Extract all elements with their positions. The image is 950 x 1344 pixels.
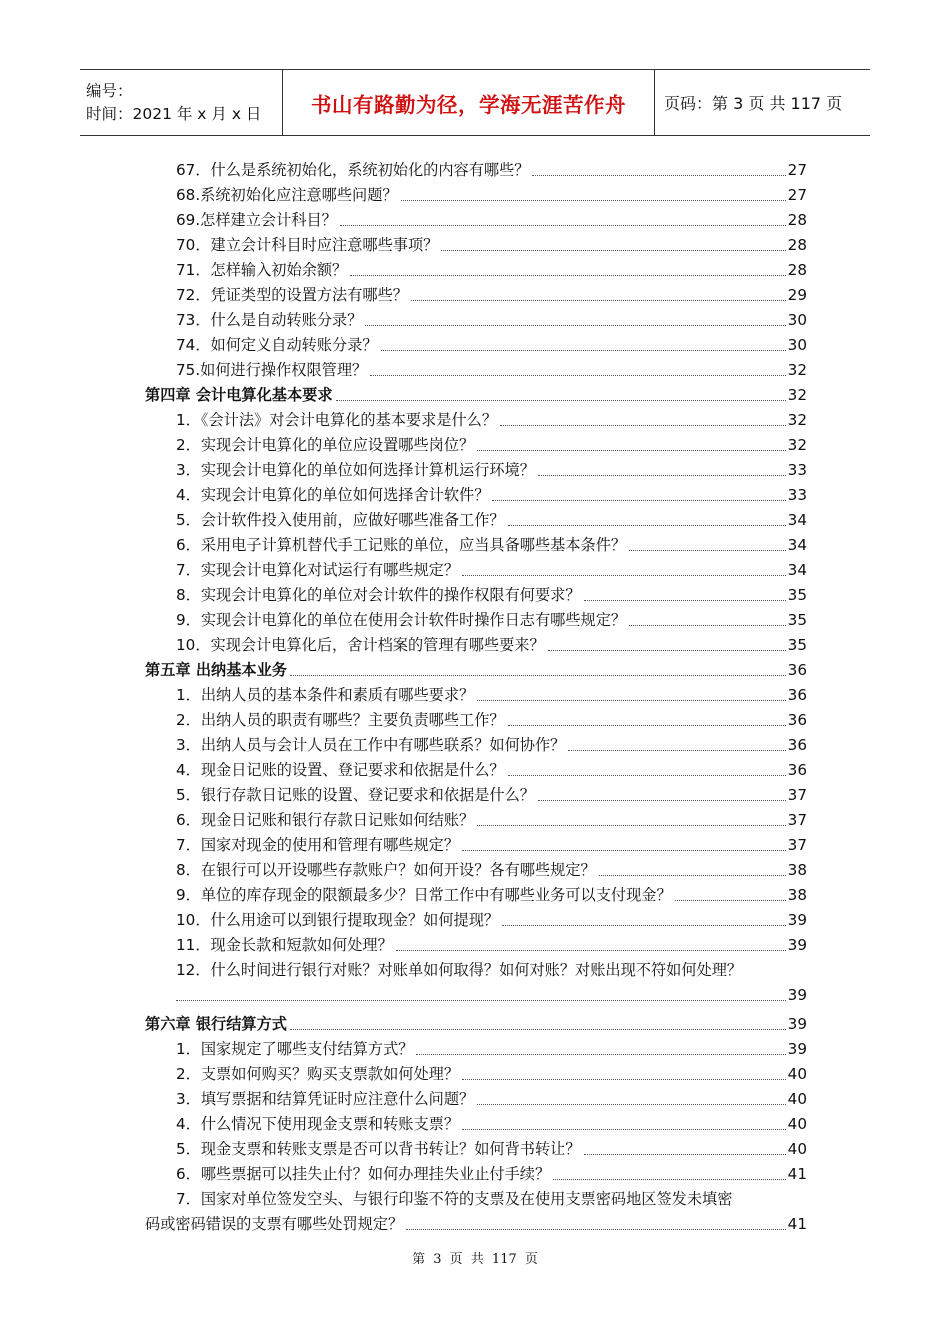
- toc-entry[interactable]: [145, 258, 807, 283]
- toc-entry[interactable]: [145, 708, 807, 733]
- entry-text: 5．银行存款日记账的设置、登记要求和依据是什么？: [176, 786, 535, 804]
- entry-leader-line: [176, 983, 807, 1008]
- page-number: 39: [787, 911, 807, 929]
- dot-leader: [406, 1229, 785, 1230]
- toc-entry[interactable]: [145, 533, 807, 558]
- dot-leader: [500, 425, 786, 426]
- page-number: 27: [787, 186, 807, 204]
- page-number: 35: [787, 636, 807, 654]
- page-number: 32: [787, 386, 807, 404]
- chapter-heading[interactable]: [145, 1012, 807, 1037]
- page-number: 32: [787, 436, 807, 454]
- entry-text: 4．实现会计电算化的单位如何选择舍计软件？: [176, 486, 490, 504]
- entry-text: 2．支票如何购买？购买支票款如何处理？: [176, 1065, 460, 1083]
- toc-entry[interactable]: [145, 1062, 807, 1087]
- toc-entry[interactable]: [145, 408, 807, 433]
- entry-text: 68.系统初始化应注意哪些问题？: [176, 186, 398, 204]
- page-number: 40: [787, 1065, 807, 1083]
- toc-entry-multiline[interactable]: [145, 1187, 807, 1237]
- dot-leader: [477, 700, 785, 701]
- page-number: 34: [787, 511, 807, 529]
- dot-leader: [553, 1179, 786, 1180]
- dot-leader: [502, 925, 786, 926]
- dot-leader: [370, 375, 785, 376]
- page-number: 38: [787, 886, 807, 904]
- page-number: 39: [787, 986, 807, 1004]
- entry-text: 12．什么时间进行银行对账？对账单如何取得？如何对账？对账出现不符如何处理？: [176, 961, 743, 979]
- header-motto-cell: [283, 70, 655, 135]
- page-number: 39: [787, 1040, 807, 1058]
- entry-text: 1．《会计法》对会计电算化的基本要求是什么？: [176, 411, 498, 429]
- entry-text: 8．在银行可以开设哪些存款账户？如何开设？各有哪些规定？: [176, 861, 596, 879]
- page-number: 39: [787, 1015, 807, 1033]
- toc-entry[interactable]: [145, 683, 807, 708]
- entry-leader-line: [145, 1212, 807, 1237]
- dot-leader: [401, 200, 786, 201]
- entry-text: 5．会计软件投入使用前，应做好哪些准备工作？: [176, 511, 505, 529]
- toc-entry[interactable]: [145, 1137, 807, 1162]
- header-page-cell: [655, 70, 870, 135]
- entry-text: 7．实现会计电算化对试运行有哪些规定？: [176, 561, 460, 579]
- toc-entry[interactable]: [145, 883, 807, 908]
- chapter-title: 第五章 出纳基本业务: [145, 661, 287, 679]
- entry-text: 2．出纳人员的职责有哪些？主要负责哪些工作？: [176, 711, 505, 729]
- toc-entry[interactable]: [145, 758, 807, 783]
- entry-text: 5．现金支票和转账支票是否可以背书转让？如何背书转让？: [176, 1140, 581, 1158]
- page-number: 28: [787, 211, 807, 229]
- page-number: 29: [787, 286, 807, 304]
- entry-text: 9．单位的库存现金的限额最多少？日常工作中有哪些业务可以支付现金？: [176, 886, 672, 904]
- toc-entry[interactable]: [145, 233, 807, 258]
- dot-leader: [462, 575, 786, 576]
- page-number: 37: [787, 836, 807, 854]
- toc-entry[interactable]: [145, 808, 807, 833]
- page-number: 32: [787, 411, 807, 429]
- toc-entry[interactable]: [145, 858, 807, 883]
- entry-text: 1．出纳人员的基本条件和素质有哪些要求？: [176, 686, 475, 704]
- dot-leader: [508, 525, 786, 526]
- toc-entry[interactable]: [145, 908, 807, 933]
- dot-leader: [462, 850, 786, 851]
- entry-text: 8．实现会计电算化的单位对会计软件的操作权限有何要求？: [176, 586, 581, 604]
- entry-text: 7．国家对单位签发空头、与银行印鉴不符的支票及在使用支票密码地区签发未填密: [176, 1190, 733, 1208]
- dot-leader: [290, 1029, 786, 1030]
- page-number: 37: [787, 811, 807, 829]
- page-number: 35: [787, 586, 807, 604]
- entry-text: 1．国家规定了哪些支付结算方式？: [176, 1040, 414, 1058]
- entry-text: 3．填写票据和结算凭证时应注意什么问题？: [176, 1090, 475, 1108]
- page-info: 页码：第 3 页 共 117 页: [664, 94, 843, 113]
- page-number: 40: [787, 1140, 807, 1158]
- dot-leader: [411, 300, 786, 301]
- dot-leader: [336, 400, 786, 401]
- entry-text: 6．现金日记账和银行存款日记账如何结账？: [176, 811, 475, 829]
- entry-text: 7．国家对现金的使用和管理有哪些规定？: [176, 836, 460, 854]
- dot-leader: [340, 225, 786, 226]
- dot-leader: [548, 650, 786, 651]
- page-number: 30: [787, 336, 807, 354]
- page-number: 30: [787, 311, 807, 329]
- toc-entry-multiline[interactable]: [145, 958, 807, 1008]
- entry-text: 6．采用电子计算机替代手工记账的单位，应当具备哪些基本条件？: [176, 536, 627, 554]
- page-number: 28: [787, 236, 807, 254]
- toc-entry[interactable]: [145, 583, 807, 608]
- dot-leader: [538, 800, 786, 801]
- chapter-title: 第四章 会计电算化基本要求: [145, 386, 333, 404]
- entry-text: 4．现金日记账的设置、登记要求和依据是什么？: [176, 761, 505, 779]
- dot-leader: [584, 600, 786, 601]
- dot-leader: [462, 1129, 786, 1130]
- toc-entry[interactable]: [145, 1112, 807, 1137]
- toc-entry[interactable]: [145, 458, 807, 483]
- dot-leader: [584, 1154, 786, 1155]
- dot-leader: [532, 175, 785, 176]
- entry-text: 69.怎样建立会计科目？: [176, 211, 337, 229]
- dot-leader: [508, 725, 786, 726]
- chapter-title: 第六章 银行结算方式: [145, 1015, 287, 1033]
- page-number: 35: [787, 611, 807, 629]
- page-number: 36: [787, 761, 807, 779]
- page-number: 37: [787, 786, 807, 804]
- page-number: 40: [787, 1115, 807, 1133]
- entry-text: 3．出纳人员与会计人员在工作中有哪些联系？如何协作？: [176, 736, 566, 754]
- page-header: [80, 69, 870, 136]
- page-number: 27: [787, 161, 807, 179]
- dot-leader: [290, 675, 786, 676]
- page-number: 32: [787, 361, 807, 379]
- dot-leader: [508, 775, 786, 776]
- entry-text: 9．实现会计电算化的单位在使用会计软件时操作日志有哪些规定？: [176, 611, 627, 629]
- entry-text: 4．什么情况下使用现金支票和转账支票？: [176, 1115, 460, 1133]
- dot-leader: [629, 550, 786, 551]
- dot-leader: [416, 1054, 785, 1055]
- dot-leader: [675, 900, 786, 901]
- toc-entry[interactable]: [145, 1162, 807, 1187]
- entry-text: 10．实现会计电算化后，舍计档案的管理有哪些要来？: [176, 636, 545, 654]
- entry-text: 75.如何进行操作权限管理？: [176, 361, 368, 379]
- dot-leader: [396, 950, 786, 951]
- page-number: 34: [787, 561, 807, 579]
- page-number: 41: [787, 1165, 807, 1183]
- dot-leader: [477, 1104, 785, 1105]
- number-label: 编号：: [86, 81, 133, 100]
- toc-entry[interactable]: [145, 633, 807, 658]
- entry-text: 73．什么是自动转账分录？: [176, 311, 363, 329]
- dot-leader: [381, 350, 786, 351]
- motto: 书山有路勤为径，学海无涯苦作舟: [311, 92, 626, 117]
- page-number: 28: [787, 261, 807, 279]
- toc-entry[interactable]: [145, 833, 807, 858]
- toc-entry[interactable]: [145, 433, 807, 458]
- toc-entry[interactable]: [145, 308, 807, 333]
- dot-leader: [462, 1079, 786, 1080]
- entry-text: 6．哪些票据可以挂失止付？如何办理挂失业止付手续？: [176, 1165, 551, 1183]
- toc-entry[interactable]: [145, 783, 807, 808]
- entry-text: 2．实现会计电算化的单位应设置哪些岗位？: [176, 436, 475, 454]
- dot-leader: [538, 475, 786, 476]
- dot-leader: [477, 450, 785, 451]
- page-number: 36: [787, 736, 807, 754]
- toc-entry[interactable]: [145, 933, 807, 958]
- table-of-contents: [145, 158, 807, 1237]
- dot-leader: [599, 875, 786, 876]
- toc-entry[interactable]: [145, 558, 807, 583]
- time-label: 时间：2021 年 x 月 x 日: [86, 104, 262, 123]
- toc-entry[interactable]: [145, 158, 807, 183]
- entry-text: 70．建立会计科目时应注意哪些事项？: [176, 236, 439, 254]
- dot-leader: [568, 750, 785, 751]
- page-number: 36: [787, 661, 807, 679]
- toc-entry[interactable]: [145, 183, 807, 208]
- entry-text: 3．实现会计电算化的单位如何选择计算机运行环境？: [176, 461, 535, 479]
- toc-entry[interactable]: [145, 608, 807, 633]
- entry-text: 72．凭证类型的设置方法有哪些？: [176, 286, 408, 304]
- page-number: 36: [787, 711, 807, 729]
- dot-leader: [629, 625, 786, 626]
- dot-leader: [176, 1000, 786, 1001]
- dot-leader: [477, 825, 785, 826]
- page-number: 40: [787, 1090, 807, 1108]
- toc-entry[interactable]: [145, 1087, 807, 1112]
- page-number: 33: [787, 461, 807, 479]
- dot-leader: [441, 250, 785, 251]
- toc-entry[interactable]: [145, 283, 807, 308]
- header-meta: [80, 70, 283, 135]
- page-number: 39: [787, 936, 807, 954]
- page-number: 36: [787, 686, 807, 704]
- entry-text: 74．如何定义自动转账分录？: [176, 336, 378, 354]
- toc-entry[interactable]: [145, 208, 807, 233]
- toc-entry[interactable]: [145, 733, 807, 758]
- toc-entry[interactable]: [145, 508, 807, 533]
- entry-text: 11．现金长款和短款如何处理？: [176, 936, 393, 954]
- toc-entry[interactable]: [145, 1037, 807, 1062]
- page-number: 33: [787, 486, 807, 504]
- page-number: 38: [787, 861, 807, 879]
- entry-text-continued: 码或密码错误的支票有哪些处罚规定？: [145, 1215, 404, 1233]
- entry-text: 71．怎样输入初始余额？: [176, 261, 348, 279]
- entry-text: 10．什么用途可以到银行提取现金？如何提现？: [176, 911, 500, 929]
- dot-leader: [350, 275, 785, 276]
- dot-leader: [492, 500, 785, 501]
- chapter-heading[interactable]: [145, 383, 807, 408]
- dot-leader: [365, 325, 785, 326]
- chapter-heading[interactable]: [145, 658, 807, 683]
- toc-entry[interactable]: [145, 358, 807, 383]
- toc-entry[interactable]: [145, 483, 807, 508]
- page-number: 34: [787, 536, 807, 554]
- toc-entry[interactable]: [145, 333, 807, 358]
- page-number: 41: [787, 1215, 807, 1233]
- page-footer: 第 3 页 共 117 页: [412, 1252, 538, 1267]
- entry-text: 67．什么是系统初始化，系统初始化的内容有哪些？: [176, 161, 530, 179]
